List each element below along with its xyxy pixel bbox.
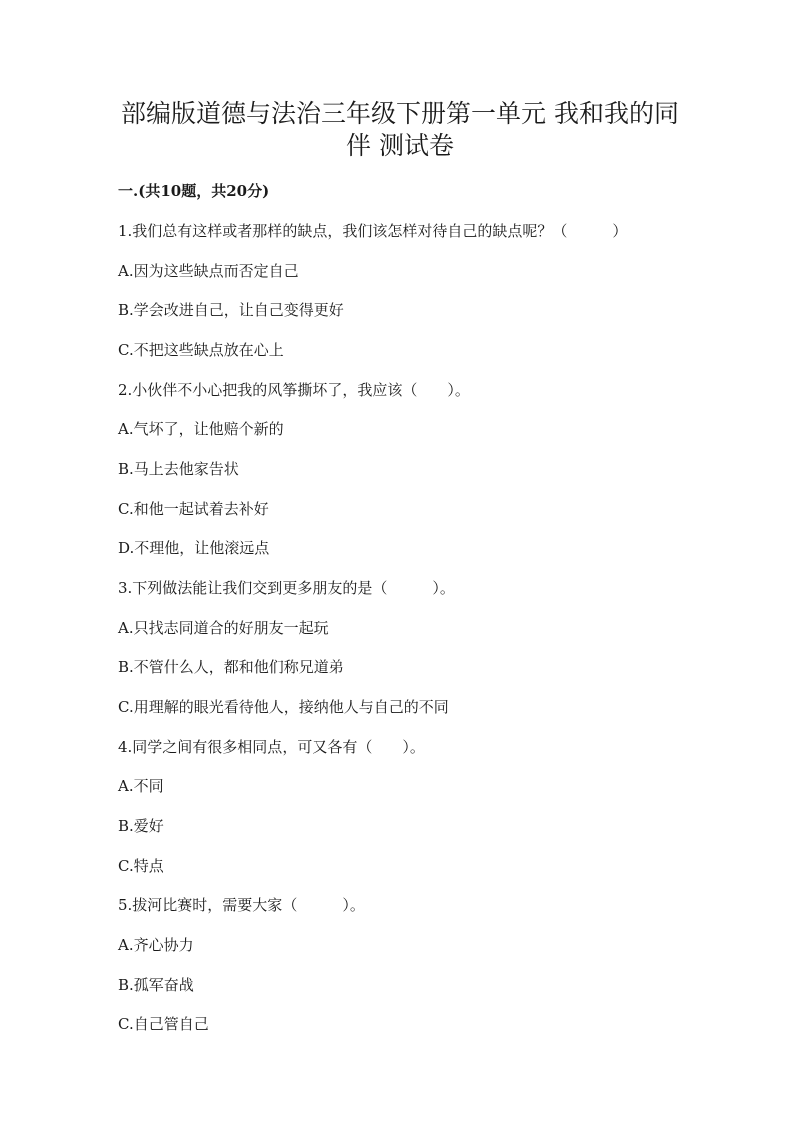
question-5-stem: 5.拔河比赛时，需要大家（ ）。 <box>118 896 365 914</box>
question-1-option-c: C.不把这些缺点放在心上 <box>118 341 284 359</box>
question-4-option-a: A.不同 <box>118 777 164 795</box>
question-5-option-c: C.自己管自己 <box>118 1015 209 1033</box>
question-2-option-c: C.和他一起试着去补好 <box>118 500 269 518</box>
question-4-option-b: B.爱好 <box>118 817 164 835</box>
section-heading: 一.(共10题，共20分) <box>118 182 270 200</box>
question-4-stem: 4.同学之间有很多相同点，可又各有（ ）。 <box>118 738 425 756</box>
question-5-option-b: B.孤军奋战 <box>118 976 194 994</box>
question-2-stem: 2.小伙伴不小心把我的风筝撕坏了，我应该（ ）。 <box>118 381 470 399</box>
question-3-option-a: A.只找志同道合的好朋友一起玩 <box>118 619 329 637</box>
question-2-option-a: A.气坏了，让他赔个新的 <box>118 420 284 438</box>
question-2-option-d: D.不理他，让他滚远点 <box>118 539 270 557</box>
question-5-option-a: A.齐心协力 <box>118 936 194 954</box>
question-4-option-c: C.特点 <box>118 857 164 875</box>
question-3-option-c: C.用理解的眼光看待他人，接纳他人与自己的不同 <box>118 698 449 716</box>
question-1-option-a: A.因为这些缺点而否定自己 <box>118 262 299 280</box>
question-3-stem: 3.下列做法能让我们交到更多朋友的是（ ）。 <box>118 579 455 597</box>
question-3-option-b: B.不管什么人，都和他们称兄道弟 <box>118 658 344 676</box>
page-title-line-2: 伴 测试卷 <box>346 131 454 160</box>
question-1-option-b: B.学会改进自己，让自己变得更好 <box>118 301 344 319</box>
page-title-line-1: 部编版道德与法治三年级下册第一单元 我和我的同 <box>121 99 679 128</box>
question-2-option-b: B.马上去他家告状 <box>118 460 239 478</box>
question-1-stem: 1.我们总有这样或者那样的缺点，我们该怎样对待自己的缺点呢？（ ） <box>118 222 628 240</box>
